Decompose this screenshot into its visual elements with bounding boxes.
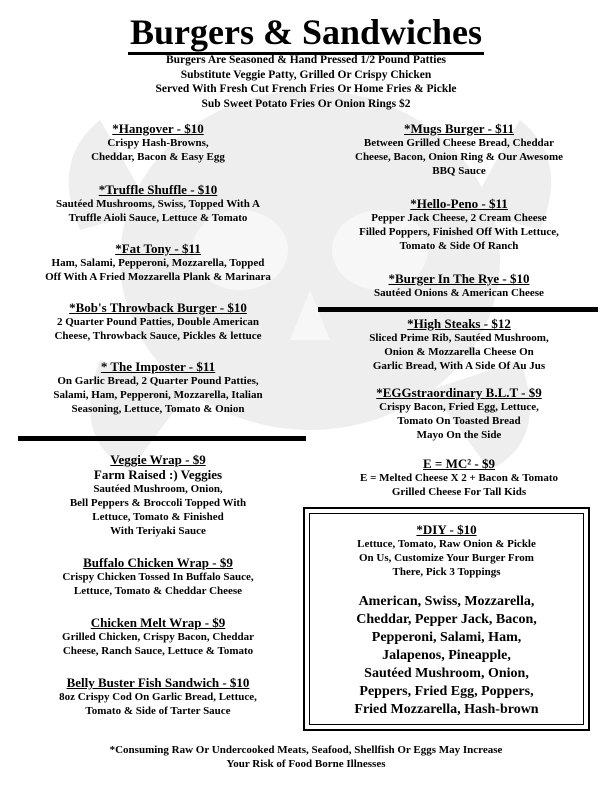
item-name: E = MC² - $9 — [423, 456, 495, 471]
item-name: *Mugs Burger - $11 — [404, 121, 514, 136]
right-sandwiches-column — [316, 316, 602, 499]
left-wraps-column — [10, 452, 306, 718]
diy-box — [303, 507, 590, 731]
item-name: *Truffle Shuffle - $10 — [98, 182, 218, 197]
item-name: *EGGstraordinary B.L.T - $9 — [376, 385, 542, 400]
item-name: *Hangover - $10 — [112, 121, 204, 136]
item-description: Between Grilled Cheese Bread, Cheddar Cheese, Bacon, Onion Ring & Our Awesome BBQ Sauce — [355, 137, 563, 177]
item-description: Crispy Hash-Browns, Cheddar, Bacon & Easy Egg — [91, 137, 225, 163]
item-name: Veggie Wrap - $9 — [110, 452, 206, 467]
toppings-list: American, Swiss, Mozzarella, Cheddar, Pepper Jack, Bacon, Pepperoni, Salami, Ham, Jalapenos, Pineapple, Sautéed Mushroom, Onion, Peppers, Fried Egg, Poppers, Fried Mozzarella, Hash-brown — [354, 594, 539, 717]
item-name: * The Imposter - $11 — [100, 359, 216, 374]
item-description: Crispy Bacon, Fried Egg, Lettuce, Tomato On Toasted Bread Mayo On the Side — [379, 401, 539, 441]
item-description: E = Melted Cheese X 2 + Bacon & Tomato Grilled Cheese For Tall Kids — [360, 472, 558, 498]
item-name: *Burger In The Rye - $10 — [388, 271, 530, 286]
intro-line: Substitute Veggie Patty, Grilled Or Crispy Chicken — [180, 68, 432, 81]
menu-item — [316, 456, 602, 499]
item-description: Lettuce, Tomato, Raw Onion & Pickle On Us, Customize Your Burger From There, Pick 3 Toppings — [357, 538, 536, 578]
item-subtitle: Farm Raised :) Veggies — [93, 467, 223, 482]
item-name: *Bob's Throwback Burger - $10 — [69, 300, 247, 315]
item-description: Ham, Salami, Pepperoni, Mozzarella, Topped Off With A Fried Mozzarella Plank & Marinara — [45, 257, 271, 283]
item-description: Grilled Chicken, Crispy Bacon, Cheddar Cheese, Ranch Sauce, Lettuce & Tomato — [62, 631, 254, 657]
section-divider — [18, 436, 306, 441]
menu-item — [10, 555, 306, 598]
item-description: 2 Quarter Pound Patties, Double American Cheese, Throwback Sauce, Pickles & lettuce — [54, 316, 262, 342]
item-description: On Garlic Bread, 2 Quarter Pound Patties, Salami, Ham, Pepperoni, Mozzarella, Italian Seasoning, Lettuce, Tomato & Onion — [53, 375, 263, 415]
menu-item — [316, 196, 602, 253]
menu-item — [10, 182, 306, 225]
item-name: Chicken Melt Wrap - $9 — [90, 615, 226, 630]
item-description: Crispy Chicken Tossed In Buffalo Sauce, Lettuce, Tomato & Cheddar Cheese — [62, 571, 254, 597]
item-description: 8oz Crispy Cod On Garlic Bread, Lettuce, Tomato & Side of Tarter Sauce — [59, 691, 257, 717]
menu-title — [0, 12, 612, 52]
menu-item — [10, 121, 306, 164]
intro-line: Burgers Are Seasoned & Hand Pressed 1/2 Pound Patties — [165, 54, 447, 66]
menu-item — [316, 316, 602, 373]
menu-item — [316, 121, 602, 178]
disclaimer-line: *Consuming Raw Or Undercooked Meats, Seafood, Shellfish Or Eggs May Increase — [109, 744, 503, 756]
menu-item — [10, 615, 306, 658]
item-description: Sautéed Mushroom, Onion, Bell Peppers & Broccoli Topped With Lettuce, Tomato & Finished With Teriyaki Sauce — [69, 483, 247, 537]
item-name: *High Steaks - $12 — [407, 316, 511, 331]
menu-intro — [0, 53, 612, 111]
menu-item — [10, 359, 306, 416]
disclaimer-line: Your Risk of Food Borne Illnesses — [226, 758, 386, 770]
menu-item — [10, 241, 306, 284]
item-description: Sautéed Mushrooms, Swiss, Topped With A Truffle Aioli Sauce, Lettuce & Tomato — [56, 198, 260, 224]
menu-title-text: Burgers & Sandwiches — [128, 12, 484, 55]
menu-item — [10, 675, 306, 718]
intro-line: Served With Fresh Cut French Fries Or Home Fries & Pickle — [155, 83, 457, 95]
item-name: *Fat Tony - $11 — [115, 241, 201, 256]
item-name: *DIY - $10 — [416, 522, 477, 537]
item-description: Pepper Jack Cheese, 2 Cream Cheese Filled Poppers, Finished Off With Lettuce, Tomato & Side Of Ranch — [359, 212, 559, 252]
health-disclaimer — [0, 743, 612, 771]
item-description: Sautéed Onions & American Cheese — [374, 287, 544, 299]
menu-item — [10, 452, 306, 538]
left-burgers-column — [10, 121, 306, 416]
item-name: Buffalo Chicken Wrap - $9 — [83, 555, 233, 570]
item-name: Belly Buster Fish Sandwich - $10 — [66, 675, 250, 690]
menu-item — [316, 271, 602, 300]
section-divider — [318, 307, 598, 312]
item-name: *Hello-Peno - $11 — [410, 196, 508, 211]
item-description: Sliced Prime Rib, Sautéed Mushroom, Onion & Mozzarella Cheese On Garlic Bread, With A Side Of Au Jus — [369, 332, 549, 372]
menu-item — [10, 300, 306, 343]
menu-item — [316, 385, 602, 442]
intro-line: Sub Sweet Potato Fries Or Onion Rings $2 — [201, 97, 411, 110]
right-burgers-column — [316, 121, 602, 300]
diy-box-inner — [309, 513, 584, 725]
